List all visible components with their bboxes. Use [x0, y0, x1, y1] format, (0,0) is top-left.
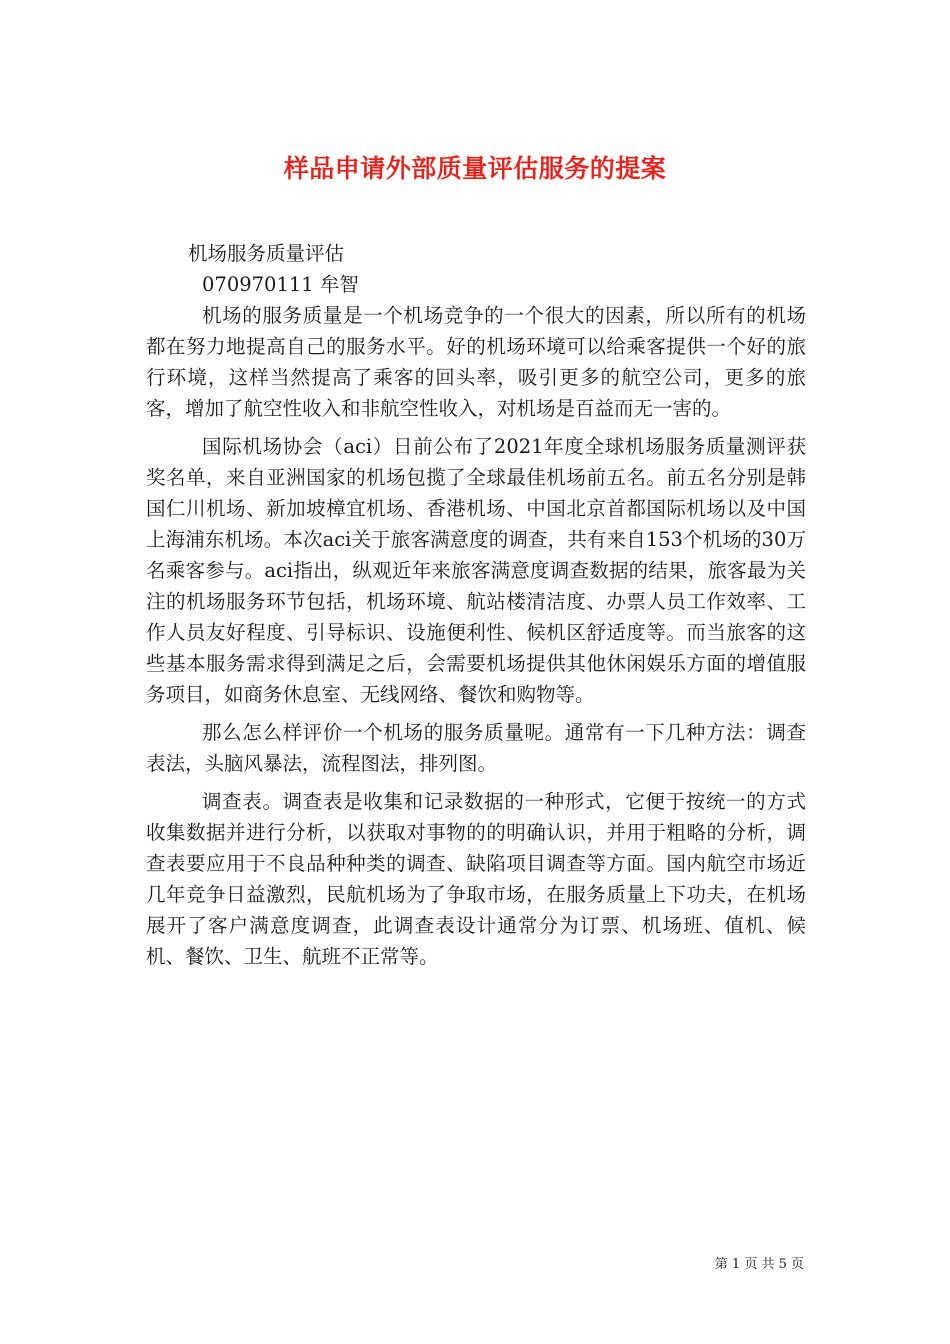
- document-subtitle: 机场服务质量评估: [188, 242, 345, 265]
- page-number-footer: 第 1 页 共 5 页: [714, 1257, 804, 1272]
- page-title: 样品申请外部质量评估服务的提案: [283, 153, 667, 183]
- paragraph-2: 国际机场协会（aci）日前公布了2021年度全球机场服务质量测评获奖名单，来自亚洲国家的机场包揽了全球最佳机场前五名。前五名分别是韩国仁川机场、新加坡樟宜机场、香港机场、中国北京首都国际机场以及中国上海浦东机场。本次aci关于旅客满意度的调查，共有来自153个机场的30万名乘客参与。aci指出，纵观近年来旅客满意度调查数据的结果，旅客最为关注的机场服务环节包括，机场环境、航站楼清洁度、办票人员工作效率、工作人员友好程度、引导标识、设施便利性、候机区舒适度等。而当旅客的这些基本服务需求得到满足之后，会需要机场提供其他休闲娱乐方面的增值服务项目，如商务休息室、无线网络、餐饮和购物等。: [146, 435, 806, 706]
- paragraph-1: 机场的服务质量是一个机场竞争的一个很大的因素，所以所有的机场都在努力地提高自己的服务水平。好的机场环境可以给乘客提供一个好的旅行环境，这样当然提高了乘客的回头率，吸引更多的航空公司，更多的旅客，增加了航空性收入和非航空性收入，对机场是百益而无一害的。: [146, 304, 806, 420]
- author-line: 070970111 牟智: [202, 273, 359, 296]
- paragraph-3: 那么怎么样评价一个机场的服务质量呢。通常有一下几种方法：调查表法，头脑风暴法，流程图法，排列图。: [146, 721, 806, 775]
- document-body: [146, 238, 806, 979]
- paragraph-4: 调查表。调查表是收集和记录数据的一种形式，它便于按统一的方式收集数据并进行分析，以获取对事物的的明确认识，并用于粗略的分析，调查表要应用于不良品种种类的调查、缺陷项目调查等方面。国内航空市场近几年竞争日益激烈，民航机场为了争取市场，在服务质量上下功夫，在机场展开了客户满意度调查，此调查表设计通常分为订票、机场班、值机、候机、餐饮、卫生、航班不正常等。: [146, 790, 806, 968]
